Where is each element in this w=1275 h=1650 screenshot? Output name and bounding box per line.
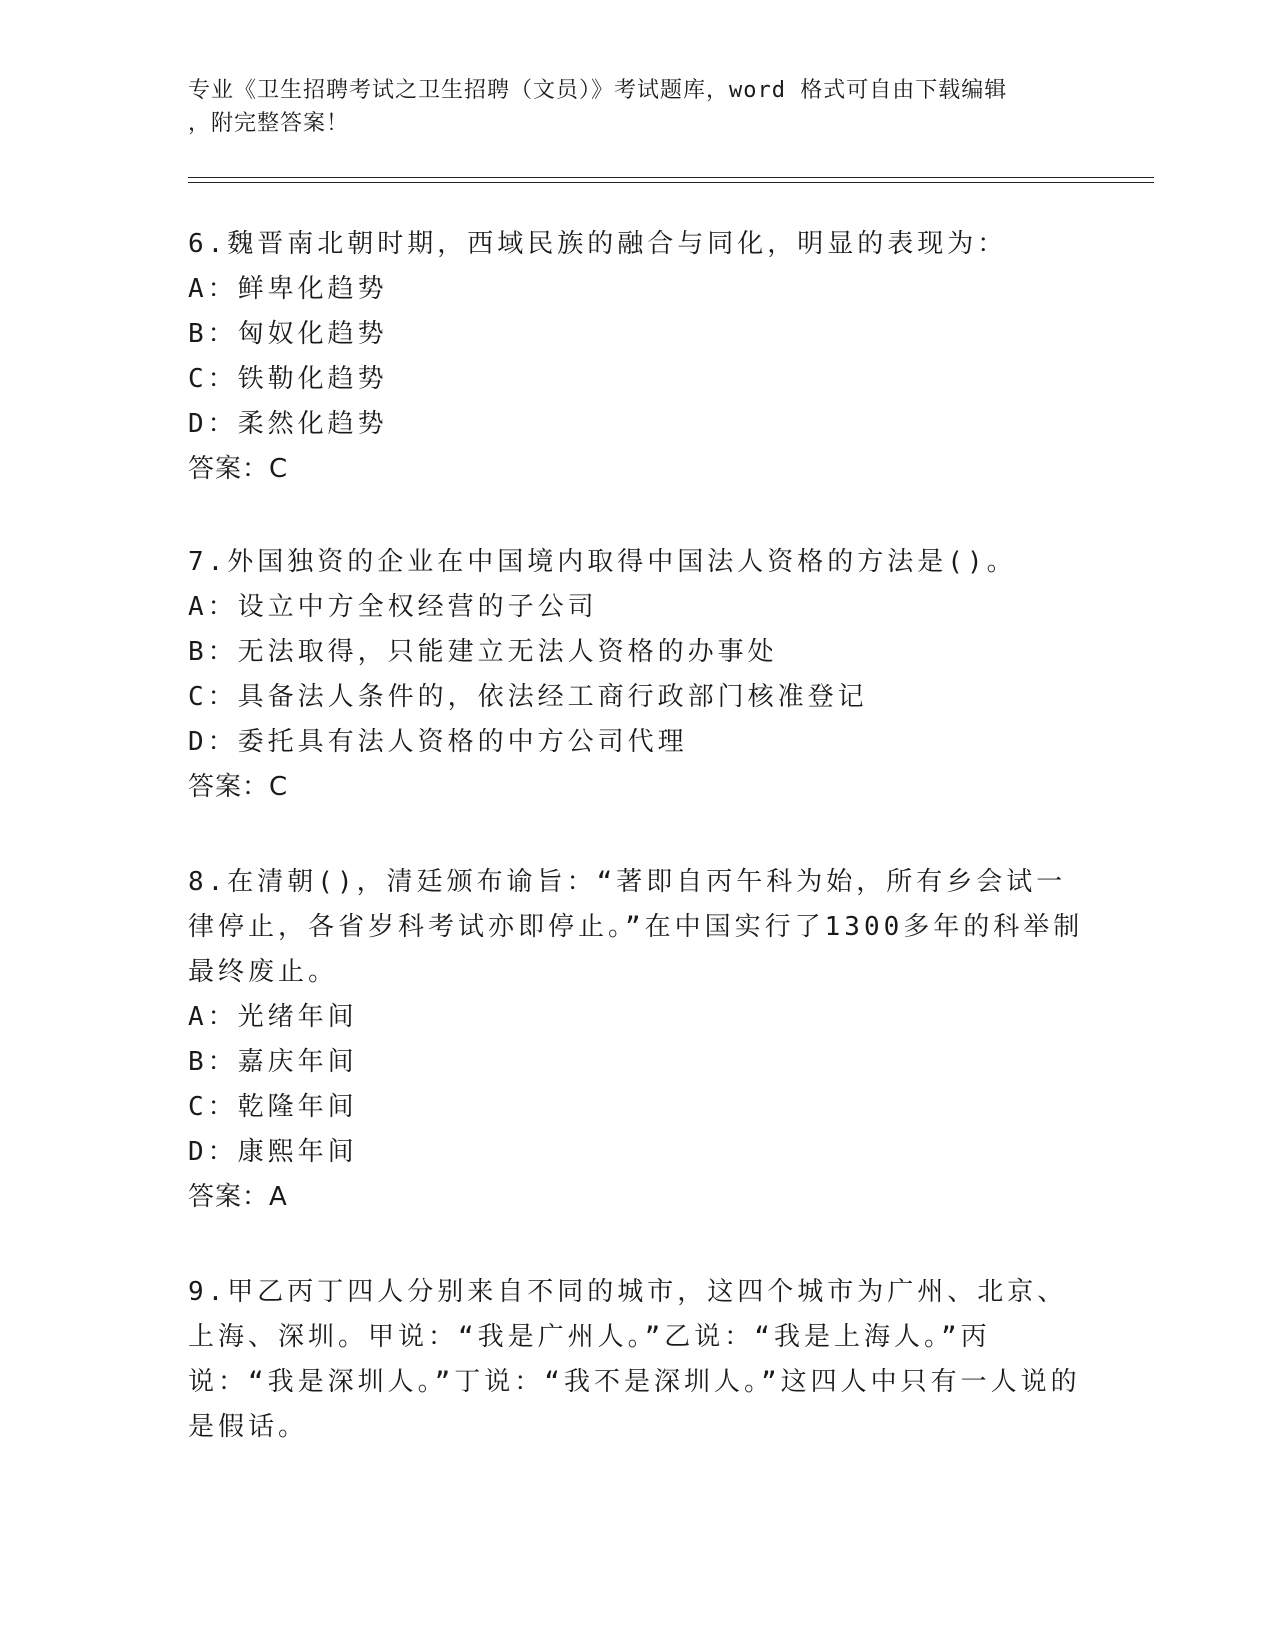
- question-6: [188, 222, 1088, 492]
- option-c: C：具备法人条件的，依法经工商行政部门核准登记: [188, 682, 868, 712]
- question-stem: 7.外国独资的企业在中国境内取得中国法人资格的方法是()。: [188, 547, 1017, 577]
- option-b: B：匈奴化趋势: [188, 319, 388, 349]
- question-stem: 8.在清朝()，清廷颁布谕旨：“著即自丙午科为始，所有乡会试一律停止，各省岁科考试亦即停止。”在中国实行了1300多年的科举制最终废止。: [188, 867, 1084, 987]
- question-7: [188, 540, 1088, 810]
- header-line-1: 专业《卫生招聘考试之卫生招聘（文员）》考试题库，word 格式可自由下载编辑: [188, 78, 1008, 103]
- question-9: [188, 1270, 1088, 1450]
- question-stem: 6.魏晋南北朝时期，西域民族的融合与同化，明显的表现为：: [188, 229, 1008, 259]
- option-c: C：乾隆年间: [188, 1092, 358, 1122]
- answer: 答案：C: [188, 772, 289, 802]
- option-d: D：委托具有法人资格的中方公司代理: [188, 727, 688, 757]
- option-b: B：无法取得，只能建立无法人资格的办事处: [188, 637, 778, 667]
- option-a: A：鲜卑化趋势: [188, 274, 388, 304]
- question-stem: 9.甲乙丙丁四人分别来自不同的城市，这四个城市为广州、北京、上海、深圳。甲说：“我是广州人。”乙说：“我是上海人。”丙说：“我是深圳人。”丁说：“我不是深圳人。”这四人中只有一人说的是假话。: [188, 1277, 1081, 1442]
- option-d: D：柔然化趋势: [188, 409, 388, 439]
- option-c: C：铁勒化趋势: [188, 364, 388, 394]
- option-b: B：嘉庆年间: [188, 1047, 358, 1077]
- answer: 答案：A: [188, 1182, 288, 1212]
- option-d: D：康熙年间: [188, 1137, 358, 1167]
- header-line-2: ，附完整答案！: [188, 111, 350, 136]
- document-header: [188, 74, 1088, 140]
- option-a: A：光绪年间: [188, 1002, 358, 1032]
- header-divider: [188, 177, 1154, 183]
- answer: 答案：C: [188, 454, 289, 484]
- option-a: A：设立中方全权经营的子公司: [188, 592, 598, 622]
- question-8: [188, 860, 1088, 1220]
